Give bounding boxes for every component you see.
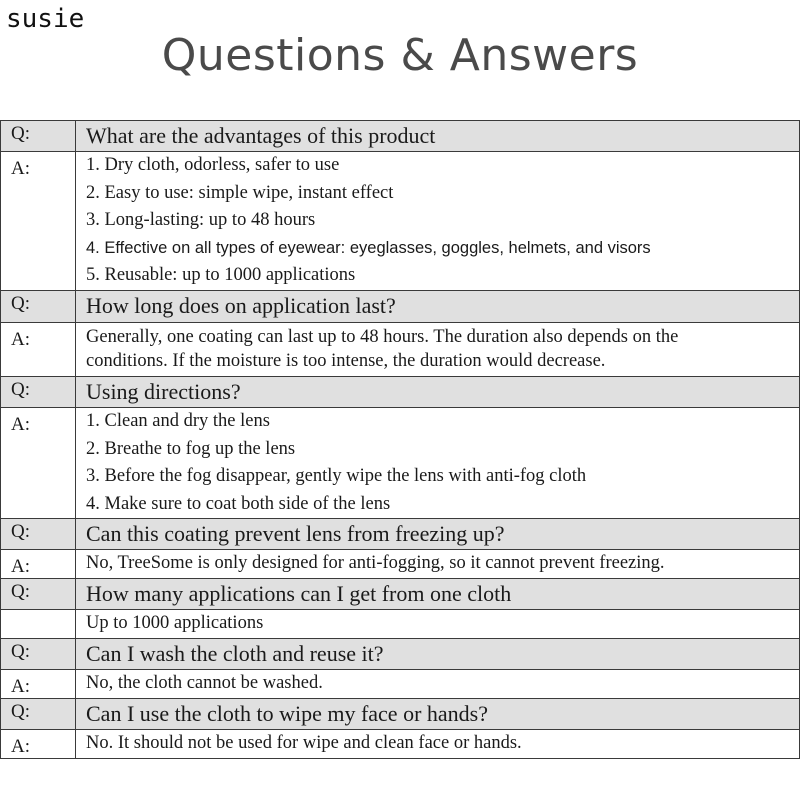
question-text: How many applications can I get from one cloth: [76, 579, 800, 610]
page-title: Questions & Answers: [161, 30, 639, 81]
answer-line: No, the cloth cannot be washed.: [86, 672, 323, 693]
question-text: How long does on application last?: [76, 291, 800, 323]
answer-line: conditions. If the moisture is too intense, the duration would decrease.: [86, 351, 606, 371]
question-row: [1, 377, 800, 408]
question-row: [1, 579, 800, 610]
question-text: Can I wash the cloth and reuse it?: [76, 638, 800, 669]
answer-line: Generally, one coating can last up to 48 hours. The duration also depends on the: [86, 327, 679, 347]
answer-line: 5. Reusable: up to 1000 applications: [86, 265, 356, 285]
answer-line: 3. Before the fog disappear, gently wipe the lens with anti-fog cloth: [86, 466, 587, 486]
question-row: [1, 638, 800, 669]
question-row: [1, 291, 800, 323]
answer-label: A:: [1, 550, 76, 579]
answer-text: [76, 669, 800, 698]
answer-label: A:: [1, 669, 76, 698]
answer-row: [1, 729, 800, 758]
question-text: Can this coating prevent lens from freezing up?: [76, 519, 800, 550]
question-row: [1, 519, 800, 550]
brand-logo-text: susie: [6, 4, 85, 34]
answer-line: 3. Long-lasting: up to 48 hours: [86, 210, 316, 230]
question-label: Q:: [1, 579, 76, 610]
question-row: [1, 121, 800, 152]
answer-line: No. It should not be used for wipe and clean face or hands.: [86, 732, 522, 753]
answer-label: [1, 610, 76, 639]
answer-row: [1, 408, 800, 519]
answer-line: 2. Easy to use: simple wipe, instant effect: [86, 182, 394, 203]
question-label: Q:: [1, 698, 76, 729]
answer-row: [1, 323, 800, 377]
answer-text: [76, 152, 800, 291]
question-label: Q:: [1, 121, 76, 152]
question-text: What are the advantages of this product: [76, 121, 800, 152]
answer-line: 4. Effective on all types of eyewear: eyeglasses, goggles, helmets, and visors: [86, 238, 651, 257]
answer-label: A:: [1, 729, 76, 758]
answer-label: A:: [1, 152, 76, 291]
answer-text: [76, 550, 800, 579]
answer-row: [1, 152, 800, 291]
answer-text: [76, 610, 800, 639]
answer-line: No, TreeSome is only designed for anti-fogging, so it cannot prevent freezing.: [86, 553, 665, 573]
answer-line: 4. Make sure to coat both side of the lens: [86, 493, 391, 514]
answer-text: [76, 408, 800, 519]
answer-row: [1, 669, 800, 698]
question-label: Q:: [1, 291, 76, 323]
answer-line: 1. Clean and dry the lens: [86, 411, 270, 431]
question-label: Q:: [1, 638, 76, 669]
question-row: [1, 698, 800, 729]
answer-label: A:: [1, 408, 76, 519]
question-text: Using directions?: [76, 377, 800, 408]
question-label: Q:: [1, 377, 76, 408]
answer-line: Up to 1000 applications: [86, 613, 264, 633]
question-text: Can I use the cloth to wipe my face or hands?: [76, 698, 800, 729]
qa-table: [0, 120, 800, 759]
answer-text: [76, 323, 800, 377]
answer-row: [1, 550, 800, 579]
answer-line: 2. Breathe to fog up the lens: [86, 438, 296, 459]
question-label: Q:: [1, 519, 76, 550]
answer-row: [1, 610, 800, 639]
answer-text: [76, 729, 800, 758]
answer-line: 1. Dry cloth, odorless, safer to use: [86, 155, 340, 175]
answer-label: A:: [1, 323, 76, 377]
